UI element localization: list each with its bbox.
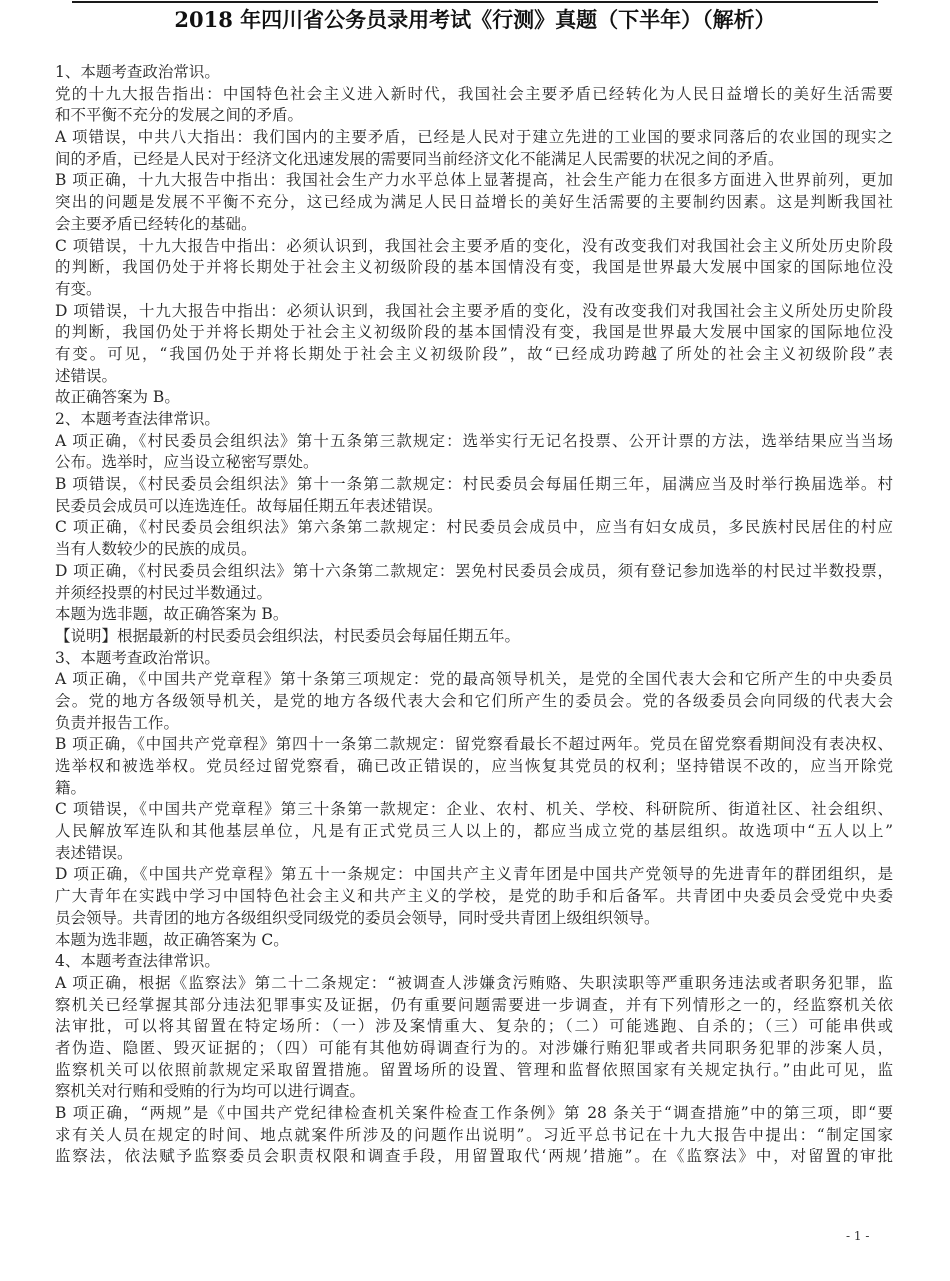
text-line: 人民解放军连队和其他基层单位，凡是有正式党员三人以上的，都应当成立党的基层组织。故选项中“五人以上” [55, 822, 893, 841]
text-line: B 项错误，《村民委员会组织法》第十一条第二款规定：村民委员会每届任期三年，届满应当及时举行换届选举。村 [55, 475, 893, 494]
question-section [55, 409, 893, 648]
text-line: 监察法，依法赋予监察委员会职责权限和调查手段，用留置取代‘两规’措施”。在《监察法》中，对留置的审批 [55, 1147, 893, 1166]
text-line: 有变。 [55, 279, 102, 298]
text-line: C 项错误，《中国共产党章程》第三十条第一款规定：企业、农村、机关、学校、科研院所、街道社区、社会组织、 [55, 800, 893, 819]
question-heading: 4、本题考查法律常识。 [55, 952, 220, 971]
text-line: A 项错误，中共八大指出：我们国内的主要矛盾，已经是人民对于建立先进的工业国的要求同落后的农业国的现实之 [55, 128, 893, 147]
text-line: 员会领导。共青团的地方各级组织受同级党的委员会领导，同时受共青团上级组织领导。 [55, 908, 660, 927]
paragraph [55, 1103, 893, 1168]
text-line: 广大青年在实践中学习中国特色社会主义和共产主义的学校，是党的助手和后备军。共青团中央委员会受党中央委 [55, 887, 893, 906]
text-line: B 项正确，《中国共产党章程》第四十一条第二款规定：留党察看最长不超过两年。党员在留党察看期间没有表决权、 [55, 735, 893, 754]
text-line: B 项正确，“两规”是《中国共产党纪律检查机关案件检查工作条例》第 28 条关于“调查措施”中的第三项，即“要 [55, 1104, 893, 1122]
text-line: 表述错误。 [55, 843, 133, 862]
text-line: 法审批，可以将其留置在特定场所：（一）涉及案情重大、复杂的；（二）可能逃跑、自杀的；（三）可能串供或 [55, 1017, 893, 1036]
text-line: 本题为选非题，故正确答案为 C。 [55, 930, 289, 949]
text-line: 负责并报告工作。 [55, 713, 180, 732]
paragraph [55, 973, 893, 1103]
text-line: D 项错误，十九大报告中指出：必须认识到，我国社会主要矛盾的变化，没有改变我们对我国社会主义所处历史阶段 [55, 301, 893, 320]
text-line: 察机关对行贿和受贿的行为均可以进行调查。 [55, 1082, 366, 1101]
text-line: 有变。可见，“我国仍处于并将长期处于社会主义初级阶段”，故“已经成功跨越了所处的社会主义初级阶段”表 [55, 344, 893, 363]
paragraph [55, 669, 893, 734]
text-line: C 项正确，《村民委员会组织法》第六条第二款规定：村民委员会成员中，应当有妇女成员，多民族村民居住的村应 [55, 518, 893, 537]
text-line: 求有关人员在规定的时间、地点就案件所涉及的问题作出说明”。习近平总书记在十九大报告中提出：“制定国家 [55, 1125, 893, 1144]
question-heading: 1、本题考查政治常识。 [55, 63, 220, 81]
paragraph [55, 170, 893, 235]
text-line: 述错误。 [55, 366, 118, 385]
text-line: 故正确答案为 B。 [55, 388, 180, 407]
question-section [55, 951, 893, 1168]
text-line: A 项正确，根据《监察法》第二十二条规定：“被调查人涉嫌贪污贿赂、失职渎职等严重职务违法或者职务犯罪，监 [55, 973, 893, 992]
text-line: 突出的问题是发展不平衡不充分，这已经成为满足人民日益增长的美好生活需要的主要制约因素。这是判断我国社 [55, 193, 893, 212]
paragraph [55, 517, 893, 560]
text-line: 者伪造、隐匿、毁灭证据的；（四）可能有其他妨碍调查行为的。对涉嫌行贿犯罪或者共同职务犯罪的涉案人员， [55, 1038, 893, 1057]
paragraph [55, 864, 893, 929]
paragraph [55, 431, 893, 474]
text-line: 的判断，我国仍处于并将长期处于社会主义初级阶段的基本国情没有变，我国是世界最大发展中国家的国际地位没 [55, 323, 893, 342]
text-line: 选举权和被选举权。党员经过留党察看，确已改正错误的，应当恢复其党员的权利；坚持错误不改的，应当开除党 [55, 757, 893, 775]
text-line: 党的十九大报告指出：中国特色社会主义进入新时代，我国社会主要矛盾已经转化为人民日益增长的美好生活需要 [55, 84, 893, 103]
text-line: D 项正确，《村民委员会组织法》第十六条第二款规定：罢免村民委员会成员，须有登记参加选举的村民过半数投票， [55, 561, 893, 580]
text-line: A 项正确，《中国共产党章程》第十条第三项规定：党的最高领导机关，是党的全国代表大会和它所产生的中央委员 [55, 670, 893, 689]
text-line: 会。党的地方各级领导机关，是党的地方各级代表大会和它们所产生的委员会。党的各级委员会向同级的代表大会 [55, 691, 893, 710]
paragraph [55, 626, 893, 648]
page-number: - 1 - [846, 1229, 870, 1243]
text-line: 监察机关可以依照前款规定采取留置措施。留置场所的设置、管理和监督依照国家有关规定执行。”由此可见，监 [55, 1060, 893, 1079]
question-section [55, 648, 893, 952]
page-title: 2018 年四川省公务员录用考试《行测》真题（下半年）（解析） [174, 7, 776, 32]
text-line: 民委员会成员可以连选连任。故每届任期五年表述错误。 [55, 496, 443, 515]
text-line: 会主要矛盾已经转化的基础。 [55, 214, 257, 233]
text-line: A 项正确，《村民委员会组织法》第十五条第三款规定：选举实行无记名投票、公开计票的方法，选举结果应当当场 [55, 431, 893, 450]
text-line: 当有人数较少的民族的成员。 [55, 540, 257, 559]
document-body [55, 62, 893, 1168]
text-line: 公布。选举时，应当设立秘密写票处。 [55, 453, 319, 472]
paragraph [55, 127, 893, 170]
paragraph [55, 236, 893, 301]
header-rule [72, 1, 878, 3]
text-line: B 项正确，十九大报告中指出：我国社会生产力水平总体上显著提高，社会生产能力在很多方面进入世界前列，更加 [55, 171, 893, 190]
paragraph [55, 734, 893, 799]
text-line: 和不平衡不充分的发展之间的矛盾。 [55, 106, 304, 125]
question-heading: 2、本题考查法律常识。 [55, 410, 220, 428]
text-line: 察机关已经掌握其部分违法犯罪事实及证据，仍有重要问题需要进一步调查，并有下列情形之一的，经监察机关依 [55, 995, 893, 1014]
paragraph [55, 387, 893, 409]
paragraph [55, 84, 893, 127]
text-line: 的判断，我国仍处于并将长期处于社会主义初级阶段的基本国情没有变，我国是世界最大发展中国家的国际地位没 [55, 258, 893, 277]
paragraph [55, 930, 893, 952]
text-line: 并须经投票的村民过半数通过。 [55, 583, 273, 602]
text-line: 本题为选非题，故正确答案为 B。 [55, 605, 289, 624]
paragraph [55, 561, 893, 604]
text-line: D 项正确，《中国共产党章程》第五十一条规定：中国共产主义青年团是中国共产党领导的先进青年的群团组织，是 [55, 865, 893, 884]
question-section [55, 62, 893, 409]
text-line: 籍。 [55, 778, 87, 797]
question-heading: 3、本题考查政治常识。 [55, 648, 220, 667]
paragraph [55, 799, 893, 864]
text-line: 间的矛盾，已经是人民对于经济文化迅速发展的需要同当前经济文化不能满足人民需要的状况之间的矛盾。 [55, 149, 784, 168]
text-line: C 项错误，十九大报告中指出：必须认识到，我国社会主要矛盾的变化，没有改变我们对我国社会主义所处历史阶段 [55, 236, 893, 255]
paragraph [55, 604, 893, 626]
text-line: 【说明】根据最新的村民委员会组织法，村民委员会每届任期五年。 [55, 626, 521, 645]
paragraph [55, 474, 893, 517]
paragraph [55, 301, 893, 388]
